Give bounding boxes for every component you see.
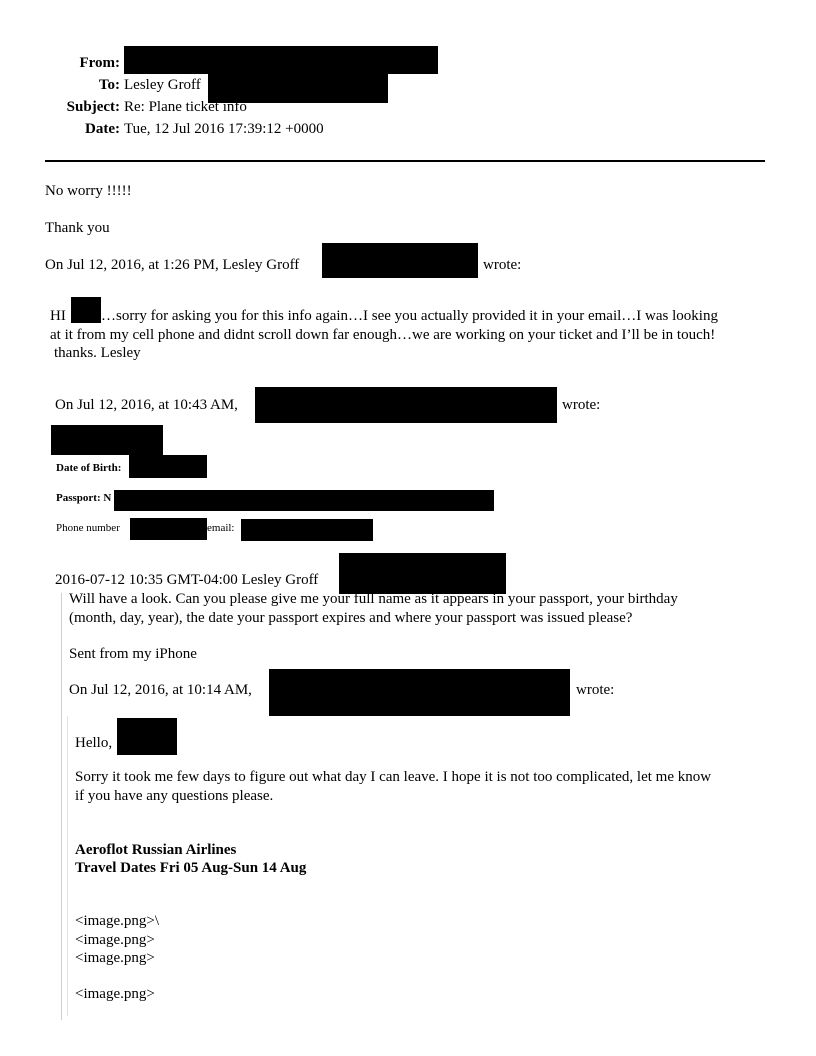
reply-line-2: Thank you — [45, 220, 110, 236]
image-placeholder-4: <image.png> — [75, 986, 155, 1002]
redacted-full-name — [51, 425, 163, 455]
hello: Hello, — [75, 735, 113, 751]
phone-label: Phone number — [56, 522, 120, 534]
date-label: Date: — [85, 121, 120, 137]
redacted-email — [241, 519, 373, 541]
header-divider — [45, 160, 765, 162]
travel-dates: Travel Dates Fri 05 Aug-Sun 14 Aug — [75, 860, 307, 876]
redacted-lesley-email-2 — [339, 553, 506, 594]
quote-bar — [61, 593, 62, 1020]
subject-value: Re: Plane ticket info — [124, 99, 247, 115]
quote2-wrote: wrote: — [562, 397, 601, 413]
quote4-intro: On Jul 12, 2016, at 10:14 AM, — [69, 682, 252, 698]
quote2-intro: On Jul 12, 2016, at 10:43 AM, — [55, 397, 238, 413]
airline: Aeroflot Russian Airlines — [75, 842, 237, 858]
redacted-sender-email — [255, 387, 557, 423]
image-placeholder-2: <image.png> — [75, 932, 155, 948]
lesley2-line-1: Will have a look. Can you please give me your full name as it appears in your passport, your birthday — [69, 591, 678, 607]
date-value: Tue, 12 Jul 2016 17:39:12 +0000 — [124, 121, 324, 137]
image-placeholder-3: <image.png> — [75, 950, 155, 966]
lesley2-line-2: (month, day, year), the date your passport expires and where your passport was issued please? — [69, 610, 633, 626]
quote1-wrote: wrote: — [483, 257, 522, 273]
sorry-line-2: if you have any questions please. — [75, 788, 274, 804]
redacted-name — [71, 297, 101, 323]
redacted-phone — [130, 518, 207, 540]
redacted-from — [124, 46, 438, 74]
redacted-lesley-email — [322, 243, 478, 278]
lesley-msg-2: at it from my cell phone and didnt scroll down far enough…we are working on your ticket and I’ll be in touch! — [50, 327, 716, 343]
redacted-dob — [129, 455, 207, 478]
passport-label: Passport: N — [56, 492, 112, 504]
redacted-recipient-name — [117, 718, 177, 755]
reply-line-1: No worry !!!!! — [45, 183, 132, 199]
quote4-wrote: wrote: — [576, 682, 615, 698]
dob-label: Date of Birth: — [56, 462, 122, 474]
subject-label: Subject: — [66, 99, 120, 115]
email-label: email: — [207, 522, 235, 534]
quote3-intro: 2016-07-12 10:35 GMT-04:00 Lesley Groff — [55, 572, 319, 588]
redacted-passport — [114, 490, 494, 511]
redacted-sender-email-2 — [269, 669, 570, 716]
to-label: To: — [98, 77, 120, 93]
from-label: From: — [79, 55, 120, 71]
lesley-hi: HI — [50, 308, 66, 324]
image-placeholder-1: <image.png>\ — [75, 913, 159, 929]
sent-from: Sent from my iPhone — [69, 646, 197, 662]
lesley-msg-3: thanks. Lesley — [54, 345, 141, 361]
lesley-msg-1: …sorry for asking you for this info again…I see you actually provided it in your email…I was looking — [101, 308, 718, 324]
to-value: Lesley Groff — [124, 77, 201, 93]
quote-bar-inner — [67, 716, 68, 1016]
sorry-line-1: Sorry it took me few days to figure out what day I can leave. I hope it is not too complicated, let me know — [75, 769, 712, 785]
quote1-intro: On Jul 12, 2016, at 1:26 PM, Lesley Groff — [45, 257, 300, 273]
